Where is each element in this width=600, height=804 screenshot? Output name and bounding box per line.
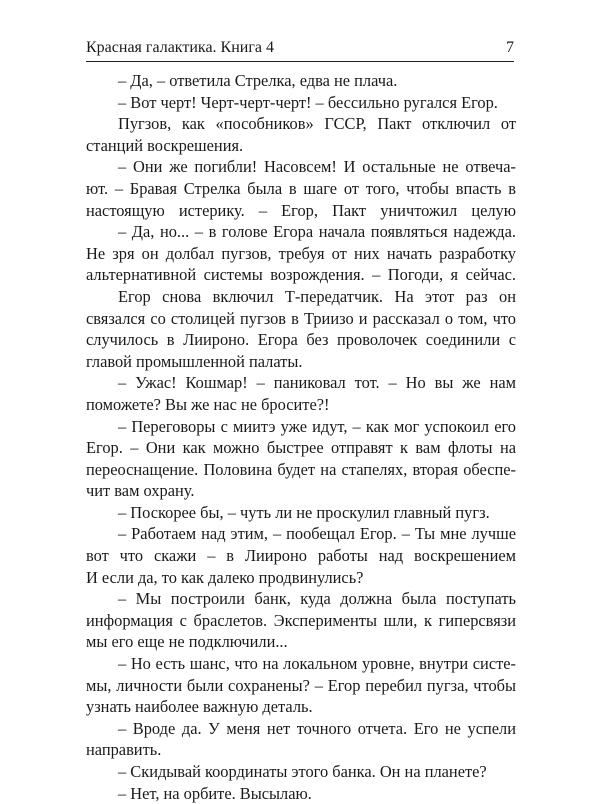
text-line: – Нет, на орбите. Высылаю. [118,783,312,803]
text-line: узнать наиболее важную деталь. [86,697,313,717]
text-line: – Переговоры с миитэ уже идут, – как мог успокоил его [118,416,516,436]
text-line: И если да, то как далеко продвинулись? [86,567,364,587]
text-line: станций воскрешения. [86,135,244,155]
text-line: ют. – Бравая Стрелка была в шаге от того, чтобы впасть в [86,178,516,198]
text-line: – Мы построили банк, куда должна была поступать [118,589,516,609]
text-line: направить. [86,740,162,760]
running-head [86,38,514,62]
text-line: вот что скажи – в Лииронo работы над воскрешением [86,546,516,566]
text-line: – Вот черт! Черт-черт-черт! – бессильно ругался Егор. [118,92,498,112]
text-line: – Поскорее бы, – чуть ли не проскулил главный пугз. [118,502,490,522]
text-line: информация с браслетов. Эксперименты шли, к гиперсвязи [86,610,516,630]
text-line: Пугзов, как «пособников» ГССР, Пакт отключил от [118,114,516,134]
text-line: переоснащение. Половина будет на стапелях, вторая обеспе- [86,459,516,479]
text-line: Егор снова включил Т-передатчик. На этот раз он [118,286,516,306]
page-number: 7 [506,39,514,56]
text-line: – Вроде да. У меня нет точного отчета. Его не успели [118,718,516,738]
text-line: – Ужас! Кошмар! – паниковал тот. – Но вы же нам [118,373,516,393]
text-line: – Да, но... – в голове Егора начала появляться надежда. [118,222,516,242]
text-line: мы его еще не подключили... [86,632,288,652]
text-line: – Но есть шанс, что на локальном уровне, внутри систе- [118,654,516,674]
text-line: чит вам охрану. [86,481,195,501]
text-line: Егор. – Они как можно быстрее отправят к вам флоты на [86,438,516,458]
text-line: Не зря он долбал пугзов, требуя от них начать разработку [86,243,516,263]
text-line: – Они же погибли! Насовсем! И остальные не отвеча- [118,157,516,177]
text-line: мы, личности были сохранены? – Егор перебил пугза, чтобы [86,675,516,695]
text-line: – Да, – ответила Стрелка, едва не плача. [118,71,398,90]
text-line: поможете? Вы же нас не бросите?! [86,394,330,414]
book-title: Красная галактика. Книга 4 [86,39,274,56]
text-line: – Скидывай координаты этого банка. Он на планете? [118,762,487,781]
text-line: – Работаем над этим, – пообещал Егор. – Ты мне лучше [118,524,516,544]
text-line: альтернативной системы возрождения. – Погоди, я сейчас. [86,265,516,285]
text-line: настоящую истерику. – Егор, Пакт уничтожил целую [86,200,516,220]
text-line: связался со столицей пугзов в Триизо и рассказал о том, что [86,308,516,328]
text-line: главой промышленной палаты. [86,351,303,371]
text-line: случилось в Лииронo. Егора без проволочек соединили с [86,330,516,350]
body-text [86,70,516,804]
